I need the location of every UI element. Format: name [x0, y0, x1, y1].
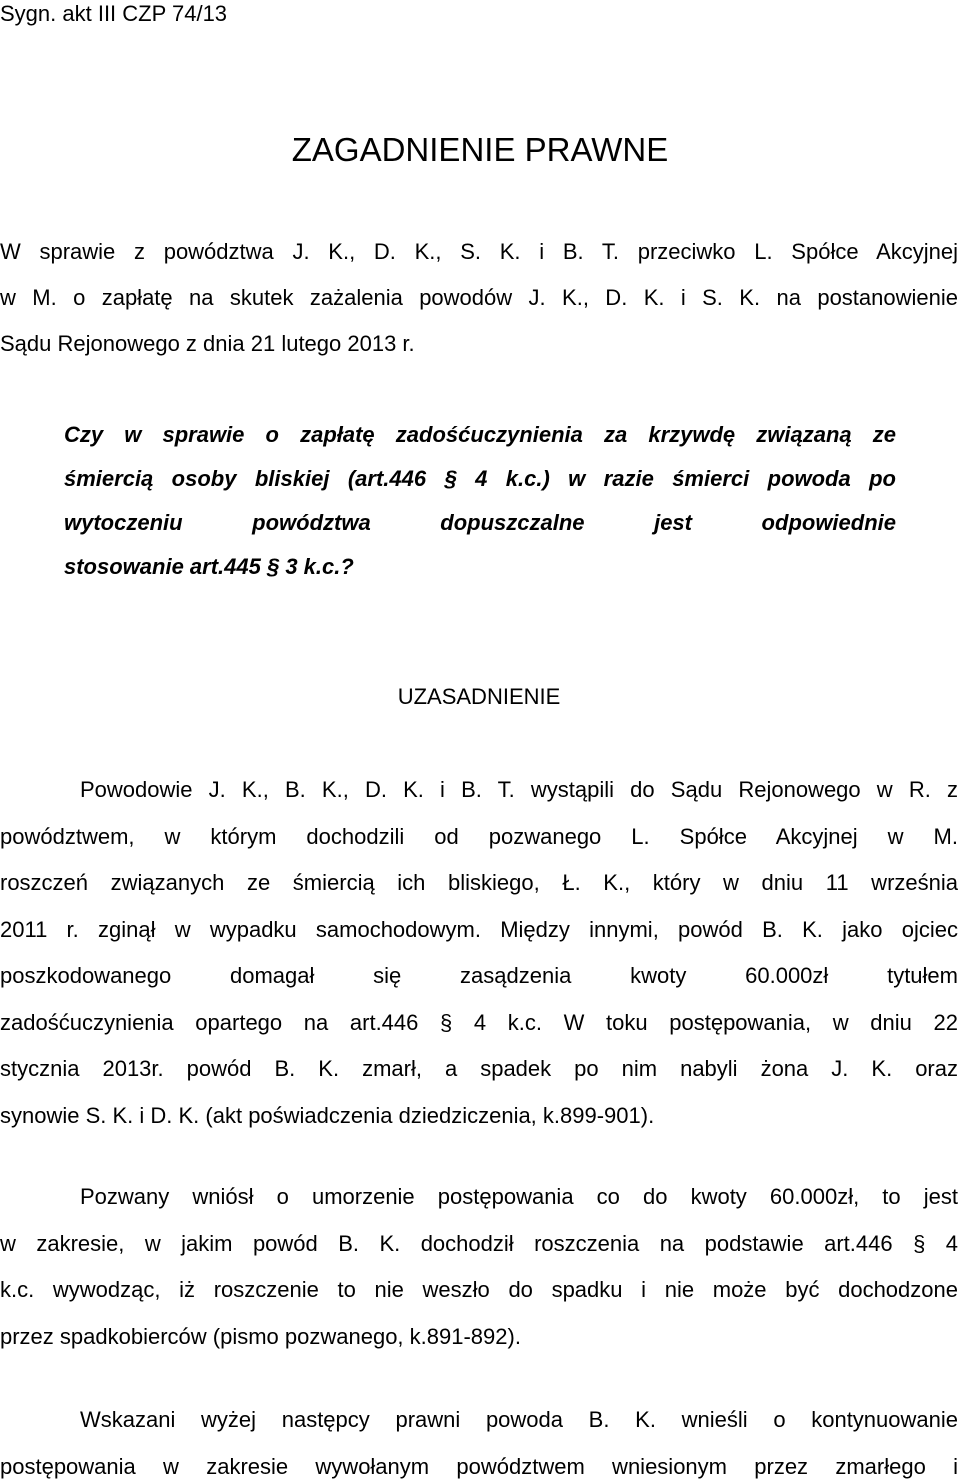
- question-line: wytoczeniu powództwa dopuszczalne jest odpowiednie: [64, 510, 896, 535]
- paragraph-line: postępowania w zakresie wywołanym powództwem wniesionym przez zmarłego i: [0, 1453, 958, 1479]
- paragraph-line-text: Powodowie J. K., B. K., D. K. i B. T. wystąpili do Sądu Rejonowego w R. z: [80, 777, 958, 802]
- document-title: ZAGADNIENIE PRAWNE: [291, 131, 669, 168]
- paragraph-line: [0, 1397, 958, 1444]
- paragraph-line: [0, 767, 958, 814]
- case-signature: Sygn. akt III CZP 74/13: [0, 1, 228, 26]
- paragraph-line: powództwem, w którym dochodzili od pozwanego L. Spółce Akcyjnej w M.: [0, 823, 958, 849]
- question-line: śmiercią osoby bliskiej (art.446 § 4 k.c.) w razie śmierci powoda po: [64, 466, 896, 491]
- paragraph-line: k.c. wywodząc, iż roszczenie to nie weszło do spadku i nie może być dochodzone: [0, 1277, 958, 1302]
- intro-line: w M. o zapłatę na skutek zażalenia powodów J. K., D. K. i S. K. na postanowienie: [0, 285, 958, 310]
- reasons-heading: UZASADNIENIE: [397, 684, 561, 709]
- intro-line: Sądu Rejonowego z dnia 21 lutego 2013 r.: [0, 331, 415, 356]
- intro-line: W sprawie z powództwa J. K., D. K., S. K. i B. T. przeciwko L. Spółce Akcyjnej: [0, 239, 958, 264]
- legal-question: [64, 413, 896, 589]
- paragraph-line: roszczeń związanych ze śmiercią ich bliskiego, Ł. K., który w dniu 11 września: [0, 870, 958, 895]
- paragraph-line: w zakresie, w jakim powód B. K. dochodził roszczenia na podstawie art.446 § 4: [0, 1230, 958, 1256]
- intro-paragraph: [0, 229, 958, 367]
- question-line: stosowanie art.445 § 3 k.c.?: [64, 554, 354, 579]
- reasons-paragraph-3: [0, 1397, 958, 1482]
- paragraph-line: 2011 r. zginął w wypadku samochodowym. Między innymi, powód B. K. jako ojciec: [0, 916, 958, 942]
- paragraph-line-text: Pozwany wniósł o umorzenie postępowania co do kwoty 60.000zł, to jest: [80, 1184, 958, 1209]
- paragraph-line: zadośćuczynienia opartego na art.446 § 4 k.c. W toku postępowania, w dniu 22: [0, 1009, 958, 1035]
- paragraph-line: [0, 1174, 958, 1221]
- paragraph-line: poszkodowanego domagał się zasądzenia kwoty 60.000zł tytułem: [0, 963, 958, 988]
- paragraph-line: stycznia 2013r. powód B. K. zmarł, a spadek po nim nabyli żona J. K. oraz: [0, 1056, 958, 1081]
- paragraph-line: synowie S. K. i D. K. (akt poświadczenia dziedziczenia, k.899-901).: [0, 1102, 655, 1128]
- reasons-paragraph-1: [0, 767, 958, 1139]
- paragraph-line-text: Wskazani wyżej następcy prawni powoda B. K. wnieśli o kontynuowanie: [80, 1407, 958, 1432]
- question-line: Czy w sprawie o zapłatę zadośćuczynienia za krzywdę związaną ze: [64, 422, 896, 447]
- reasons-paragraph-2: [0, 1174, 958, 1360]
- paragraph-line: przez spadkobierców (pismo pozwanego, k.891-892).: [0, 1323, 521, 1349]
